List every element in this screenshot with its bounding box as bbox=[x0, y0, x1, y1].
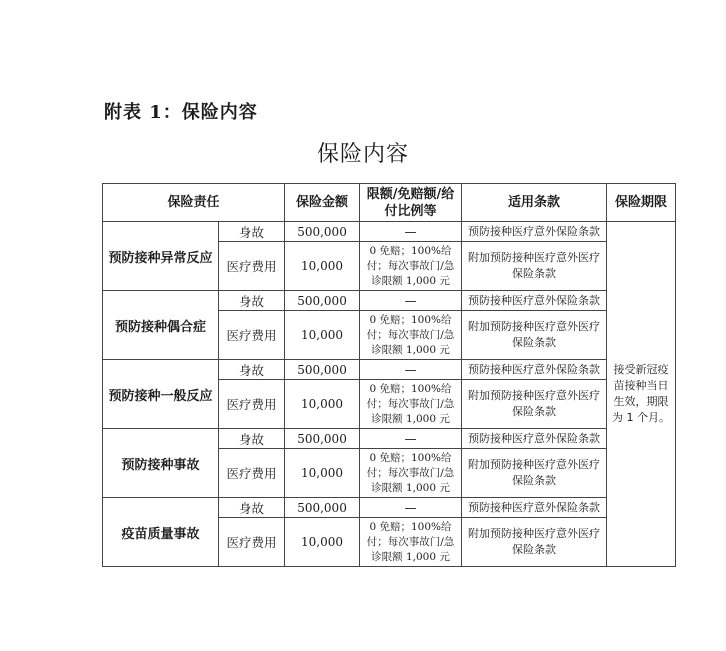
table-row bbox=[103, 498, 676, 518]
applicable-clause: 预防接种医疗意外保险条款 bbox=[462, 291, 607, 311]
coverage-type: 身故 bbox=[219, 360, 285, 380]
coverage-limit: 0 免赔；100%给付；每次事故门/急诊限额 1,000 元 bbox=[360, 242, 462, 291]
coverage-amount: 500,000 bbox=[285, 222, 360, 242]
insurance-period: 接受新冠疫苗接种当日生效，期限为 1 个月。 bbox=[607, 222, 676, 567]
document-title: 保险内容 bbox=[316, 142, 409, 167]
coverage-amount: 500,000 bbox=[285, 429, 360, 449]
table-row bbox=[103, 291, 676, 311]
table-header-row bbox=[103, 184, 676, 222]
coverage-amount: 10,000 bbox=[285, 242, 360, 291]
coverage-limit: 0 免赔；100%给付；每次事故门/急诊限额 1,000 元 bbox=[360, 380, 462, 429]
coverage-limit: — bbox=[360, 222, 462, 242]
coverage-limit: 0 免赔；100%给付；每次事故门/急诊限额 1,000 元 bbox=[360, 311, 462, 360]
coverage-type: 医疗费用 bbox=[219, 311, 285, 360]
coverage-type: 医疗费用 bbox=[219, 380, 285, 429]
table-row bbox=[103, 360, 676, 380]
applicable-clause: 预防接种医疗意外保险条款 bbox=[462, 222, 607, 242]
applicable-clause: 预防接种医疗意外保险条款 bbox=[462, 498, 607, 518]
liability-category: 预防接种一般反应 bbox=[103, 360, 219, 429]
liability-category: 预防接种异常反应 bbox=[103, 222, 219, 291]
applicable-clause: 预防接种医疗意外保险条款 bbox=[462, 429, 607, 449]
applicable-clause: 预防接种医疗意外保险条款 bbox=[462, 360, 607, 380]
applicable-clause: 附加预防接种医疗意外医疗保险条款 bbox=[462, 449, 607, 498]
coverage-type: 医疗费用 bbox=[219, 518, 285, 567]
applicable-clause: 附加预防接种医疗意外医疗保险条款 bbox=[462, 518, 607, 567]
coverage-type: 身故 bbox=[219, 291, 285, 311]
coverage-limit: 0 免赔；100%给付；每次事故门/急诊限额 1,000 元 bbox=[360, 449, 462, 498]
coverage-limit: — bbox=[360, 498, 462, 518]
coverage-amount: 500,000 bbox=[285, 360, 360, 380]
table-row bbox=[103, 429, 676, 449]
liability-category: 预防接种事故 bbox=[103, 429, 219, 498]
table-row bbox=[103, 222, 676, 242]
applicable-clause: 附加预防接种医疗意外医疗保险条款 bbox=[462, 242, 607, 291]
coverage-amount: 10,000 bbox=[285, 518, 360, 567]
coverage-type: 身故 bbox=[219, 222, 285, 242]
header-amount: 保险金额 bbox=[285, 184, 360, 222]
coverage-type: 医疗费用 bbox=[219, 449, 285, 498]
coverage-type: 医疗费用 bbox=[219, 242, 285, 291]
header-period: 保险期限 bbox=[607, 184, 676, 222]
coverage-limit: — bbox=[360, 291, 462, 311]
coverage-limit: 0 免赔；100%给付；每次事故门/急诊限额 1,000 元 bbox=[360, 518, 462, 567]
coverage-limit: — bbox=[360, 360, 462, 380]
coverage-type: 身故 bbox=[219, 429, 285, 449]
applicable-clause: 附加预防接种医疗意外医疗保险条款 bbox=[462, 311, 607, 360]
liability-category: 疫苗质量事故 bbox=[103, 498, 219, 567]
header-liability: 保险责任 bbox=[103, 184, 285, 222]
coverage-limit: — bbox=[360, 429, 462, 449]
appendix-heading: 附表 1：保险内容 bbox=[104, 102, 258, 123]
header-clause: 适用条款 bbox=[462, 184, 607, 222]
header-limit: 限额/免赔额/给付比例等 bbox=[360, 184, 462, 222]
coverage-amount: 10,000 bbox=[285, 380, 360, 429]
insurance-table bbox=[102, 183, 676, 567]
coverage-amount: 10,000 bbox=[285, 449, 360, 498]
coverage-amount: 10,000 bbox=[285, 311, 360, 360]
applicable-clause: 附加预防接种医疗意外医疗保险条款 bbox=[462, 380, 607, 429]
coverage-amount: 500,000 bbox=[285, 291, 360, 311]
coverage-amount: 500,000 bbox=[285, 498, 360, 518]
liability-category: 预防接种偶合症 bbox=[103, 291, 219, 360]
coverage-type: 身故 bbox=[219, 498, 285, 518]
